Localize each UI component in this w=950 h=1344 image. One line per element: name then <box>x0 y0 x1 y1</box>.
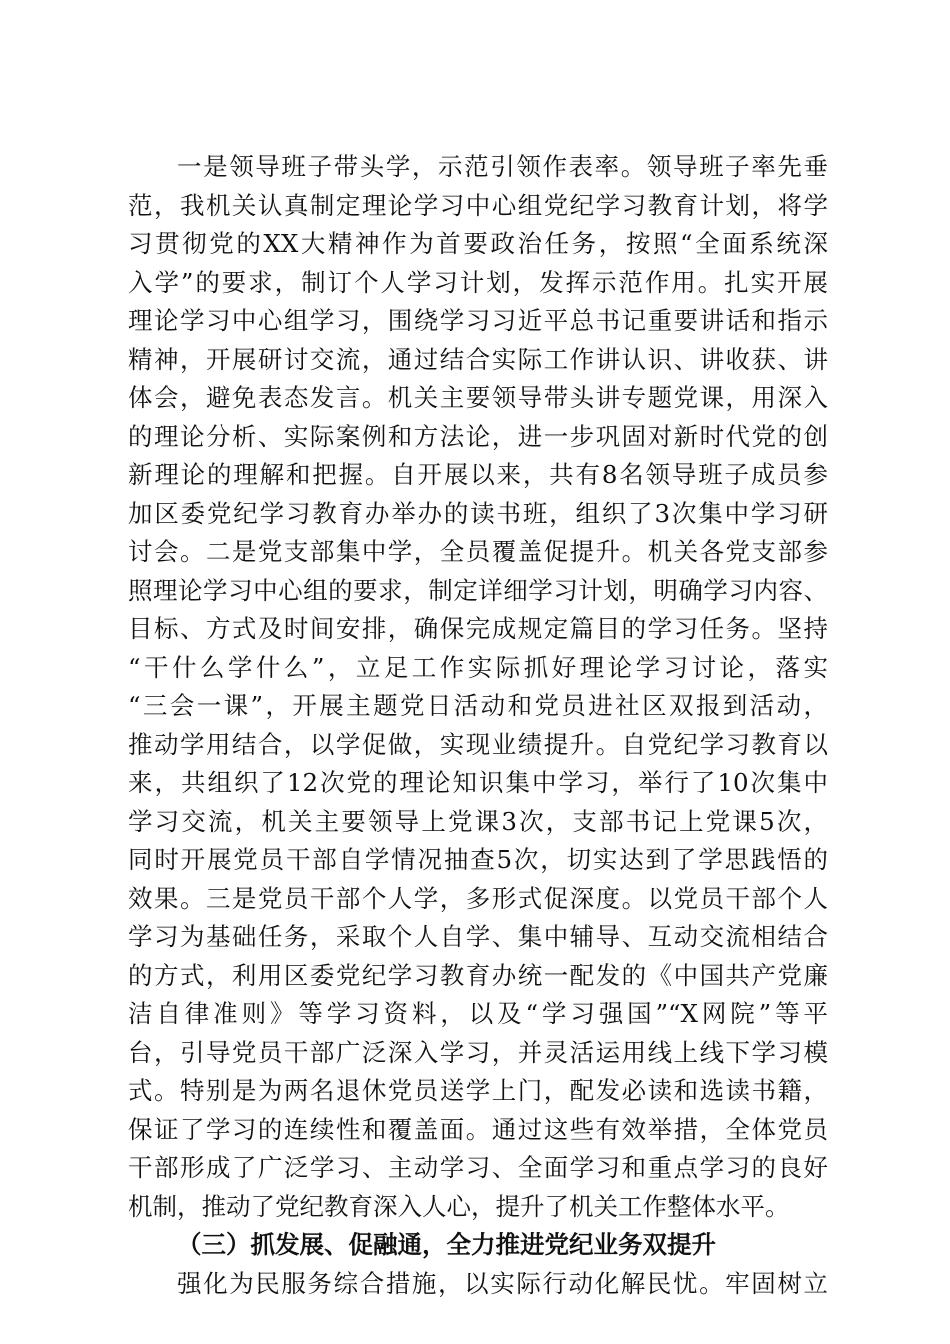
paragraph-line: 来，共组织了12次党的理论知识集中学习，举行了10次集中 <box>128 768 828 797</box>
paragraph-line: 加区委党纪学习教育办举办的读书班，组织了3次集中学习研 <box>128 498 828 528</box>
paragraph-line: 台，引导党员干部广泛深入学习，并灵活运用线上线下学习模 <box>128 1037 828 1067</box>
paragraph-line: 保证了学习的连续性和覆盖面。通过这些有效举措，全体党员 <box>128 1114 828 1144</box>
paragraph-line: 入学”的要求，制订个人学习计划，发挥示范作用。扎实开展 <box>128 267 828 297</box>
paragraph-line: “干什么学什么”，立足工作实际抓好理论学习讨论，落实 <box>128 652 828 682</box>
paragraph-line: 学习交流，机关主要领导上党课3次，支部书记上党课5次， <box>128 806 828 836</box>
paragraph-line: 的理论分析、实际案例和方法论，进一步巩固对新时代党的创 <box>128 421 828 451</box>
paragraph-line: 习贯彻党的XX大精神作为首要政治任务，按照“全面系统深 <box>128 229 828 258</box>
paragraph-line: 同时开展党员干部自学情况抽查5次，切实达到了学思践悟的 <box>128 845 828 874</box>
paragraph-line: 洁自律准则》等学习资料，以及“学习强国”“X网院”等平 <box>128 999 828 1028</box>
paragraph-line: 推动学用结合，以学促做，实现业绩提升。自党纪学习教育以 <box>128 729 828 759</box>
paragraph-line: 学习为基础任务，采取个人自学、集中辅导、互动交流相结合 <box>128 922 828 951</box>
next-paragraph-line: 强化为民服务综合措施，以实际行动化解民忧。牢固树立 <box>177 1268 828 1298</box>
section-heading: （三）抓发展、促融通，全力推进党纪业务双提升 <box>177 1230 716 1259</box>
paragraph-line: 的方式，利用区委党纪学习教育办统一配发的《中国共产党廉 <box>128 960 828 990</box>
paragraph-line: 新理论的理解和把握。自开展以来，共有8名领导班子成员参 <box>128 460 828 489</box>
paragraph-line: 目标、方式及时间安排，确保完成规定篇目的学习任务。坚持 <box>128 614 828 643</box>
paragraph-line: 效果。三是党员干部个人学，多形式促深度。以党员干部个人 <box>128 883 828 913</box>
paragraph-line: 照理论学习中心组的要求，制定详细学习计划，明确学习内容、 <box>128 575 828 605</box>
paragraph-line: 一是领导班子带头学，示范引领作表率。领导班子率先垂 <box>177 152 828 181</box>
paragraph-line: 理论学习中心组学习，围绕学习习近平总书记重要讲话和指示 <box>128 306 828 335</box>
paragraph-line: 式。特别是为两名退休党员送学上门，配发必读和选读书籍， <box>128 1076 828 1105</box>
paragraph-line: “三会一课”，开展主题党日活动和党员进社区双报到活动， <box>128 691 828 720</box>
paragraph-line: 体会，避免表态发言。机关主要领导带头讲专题党课，用深入 <box>128 383 828 412</box>
paragraph-line: 范，我机关认真制定理论学习中心组党纪学习教育计划，将学 <box>128 190 828 220</box>
paragraph-line: 讨会。二是党支部集中学，全员覆盖促提升。机关各党支部参 <box>128 537 828 566</box>
paragraph-line: 干部形成了广泛学习、主动学习、全面学习和重点学习的良好 <box>128 1153 828 1182</box>
document-body <box>128 148 828 1303</box>
paragraph-line: 精神，开展研讨交流，通过结合实际工作讲认识、讲收获、讲 <box>128 344 828 374</box>
paragraph-last-line: 机制，推动了党纪教育深入人心，提升了机关工作整体水平。 <box>128 1191 790 1221</box>
